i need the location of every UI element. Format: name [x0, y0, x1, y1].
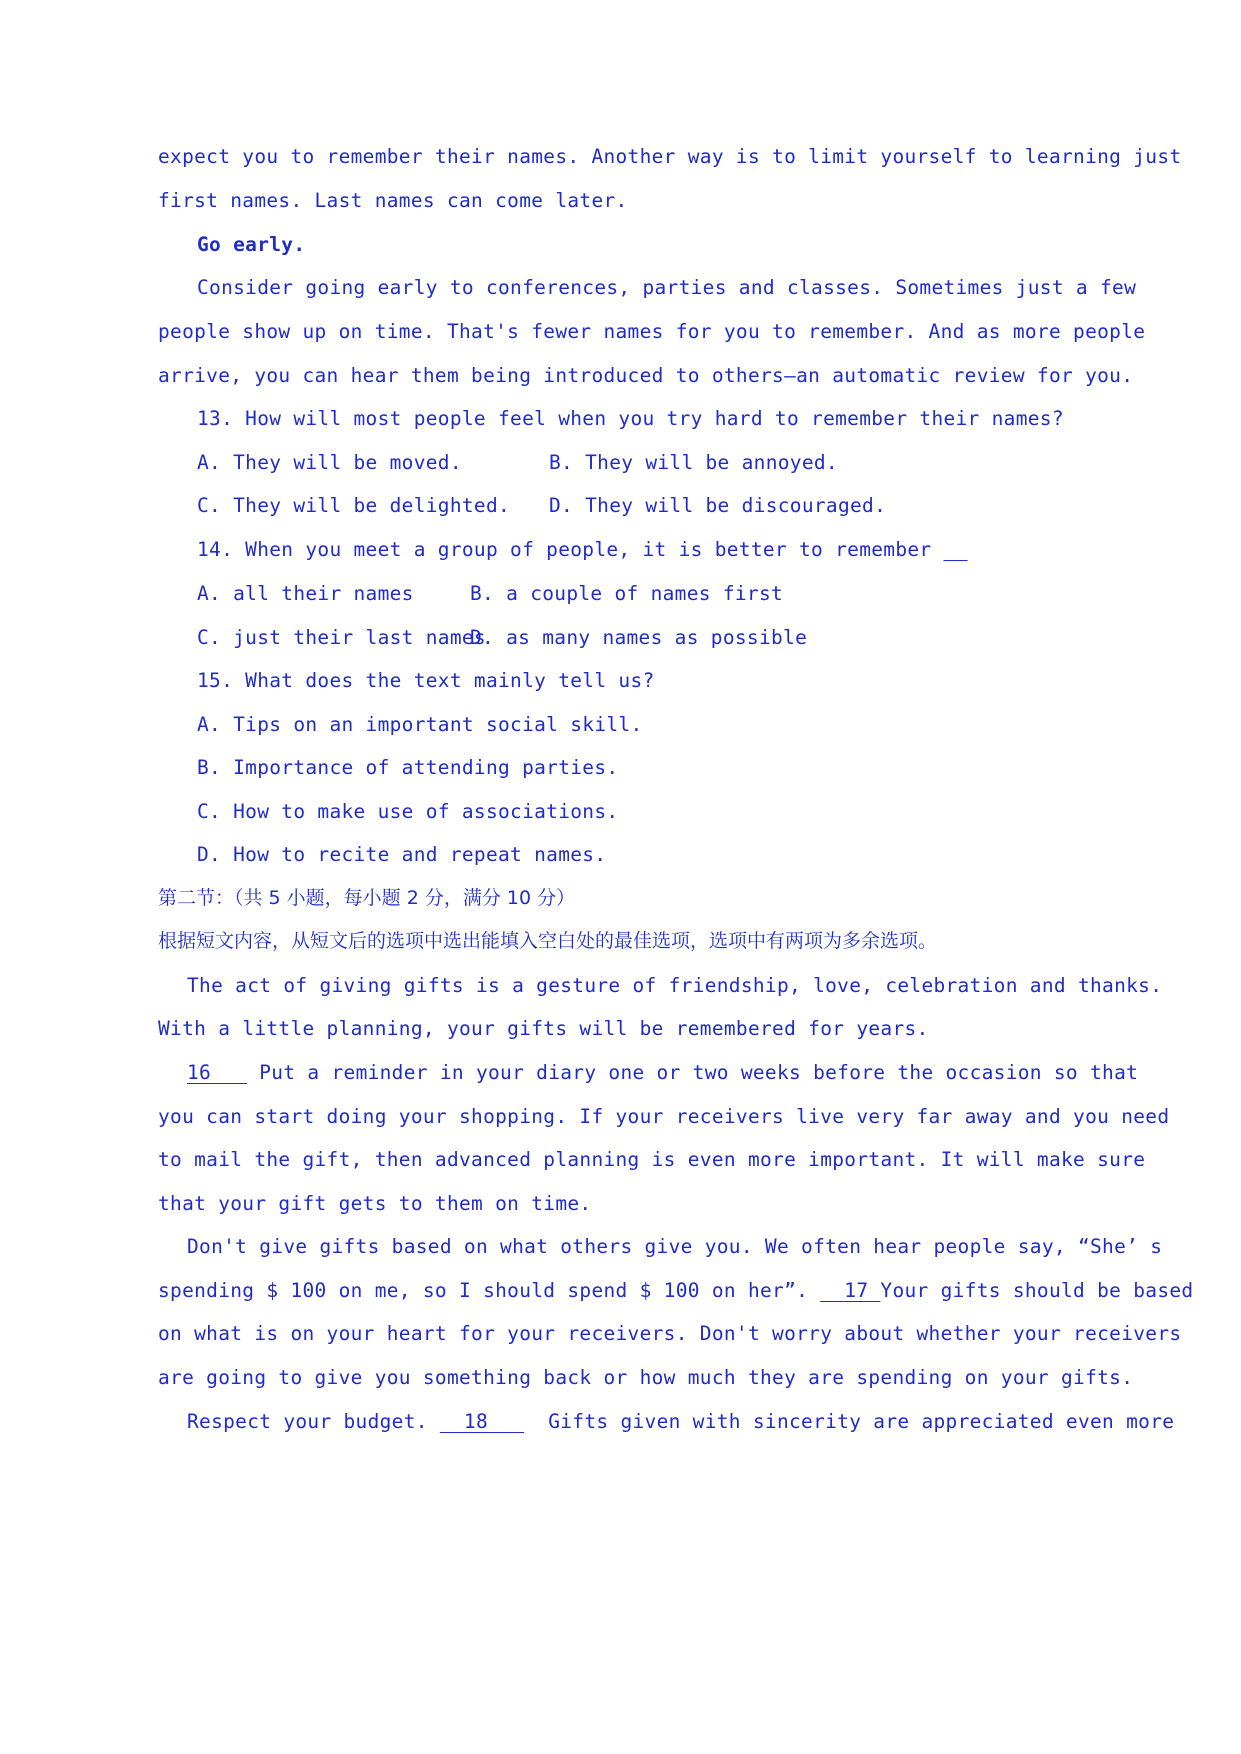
passage-text: spending $ 100 on me, so I should spend $ 100 on her”. — [158, 1279, 821, 1302]
question-14-option-b: B. a couple of names first — [470, 582, 784, 605]
passage-line — [187, 1061, 1138, 1085]
question-14-option-d: D. as many names as possible — [470, 626, 808, 649]
passage-line: on what is on your heart for your receivers. Don't worry about whether your receivers — [158, 1322, 1182, 1345]
passage-line: Don't give gifts based on what others give you. We often hear people say, “She’ s — [187, 1235, 1163, 1258]
question-14-option-a: A. all their names — [197, 582, 414, 605]
question-13-option-c: C. They will be delighted. — [197, 494, 511, 517]
question-13-stem: 13. How will most people feel when you try hard to remember their names? — [197, 407, 1064, 430]
question-13-option-a: A. They will be moved. — [197, 451, 462, 474]
passage-text: Respect your budget. — [187, 1410, 440, 1433]
passage-line: With a little planning, your gifts will be remembered for years. — [158, 1017, 929, 1040]
passage-text: Put a reminder in your diary one or two weeks before the occasion so that — [247, 1061, 1139, 1084]
question-13-option-b: B. They will be annoyed. — [549, 451, 838, 474]
question-15-option-b: B. Importance of attending parties. — [197, 756, 619, 779]
question-15-stem: 15. What does the text mainly tell us? — [197, 669, 655, 692]
passage-text: Your gifts should be based — [880, 1279, 1194, 1302]
question-13-option-d: D. They will be discouraged. — [549, 494, 887, 517]
passage-line: arrive, you can hear them being introduced to others—an automatic review for you. — [158, 364, 1134, 387]
passage-line: first names. Last names can come later. — [158, 189, 628, 212]
passage-line: expect you to remember their names. Another way is to limit yourself to learning just — [158, 145, 1182, 168]
passage-line — [187, 1410, 1174, 1434]
passage-line: that your gift gets to them on time. — [158, 1192, 592, 1215]
tip-heading: Go early. — [197, 233, 306, 256]
question-14-blank — [944, 538, 968, 561]
blank-18: 18 — [439, 1410, 525, 1433]
blank-17: 17 — [820, 1279, 881, 1302]
passage-text: Gifts given with sincerity are appreciated even more — [524, 1410, 1175, 1433]
passage-line — [158, 1279, 1193, 1303]
question-14-text: 14. When you meet a group of people, it is better to remember — [197, 538, 932, 561]
passage-line: Consider going early to conferences, parties and classes. Sometimes just a few — [197, 276, 1137, 299]
question-15-option-c: C. How to make use of associations. — [197, 800, 619, 823]
passage-line: people show up on time. That's fewer names for you to remember. And as more people — [158, 320, 1146, 343]
question-14-stem — [197, 538, 968, 562]
passage-line: are going to give you something back or how much they are spending on your gifts. — [158, 1366, 1134, 1389]
blank-16: 16 — [187, 1061, 248, 1084]
section-title: 第二节：（共 5 小题，每小题 2 分，满分 10 分） — [158, 887, 576, 909]
question-14-option-c: C. just their last names — [197, 626, 486, 649]
question-15-option-a: A. Tips on an important social skill. — [197, 713, 643, 736]
section-instruction: 根据短文内容，从短文后的选项中选出能填入空白处的最佳选项，选项中有两项为多余选项。 — [158, 930, 938, 952]
question-15-option-d: D. How to recite and repeat names. — [197, 843, 607, 866]
passage-line: The act of giving gifts is a gesture of friendship, love, celebration and thanks. — [187, 974, 1163, 997]
passage-line: to mail the gift, then advanced planning is even more important. It will make sure — [158, 1148, 1146, 1171]
passage-line: you can start doing your shopping. If your receivers live very far away and you need — [158, 1105, 1170, 1128]
